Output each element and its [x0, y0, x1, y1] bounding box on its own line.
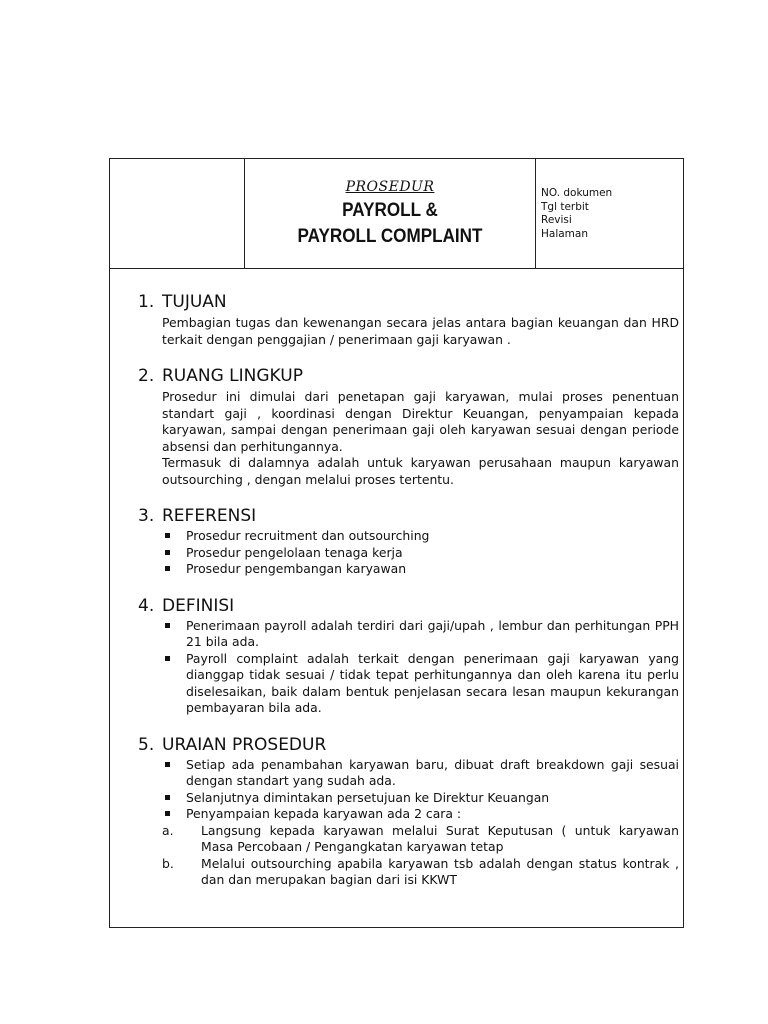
section-number: 1. [138, 292, 155, 312]
section-definisi [138, 595, 679, 717]
list-item [162, 651, 679, 717]
list-item [162, 790, 679, 807]
meta-no-dokumen: NO. dokumen [541, 187, 613, 199]
section-title: TUJUAN [162, 292, 227, 312]
sub-list-marker: b. [162, 855, 174, 871]
logo-cell [110, 159, 245, 268]
section-heading [138, 595, 679, 617]
list-item-text: Selanjutnya dimintakan persetujuan ke Direktur Keuangan [186, 789, 550, 805]
section-title: RUANG LINGKUP [162, 366, 303, 386]
section-paragraph: Termasuk di dalamnya adalah untuk karyawan perusahaan maupun karyawan outsourching , dengan melalui proses tertentu. [162, 455, 679, 487]
list-item [162, 806, 679, 823]
square-bullet-icon [165, 811, 170, 816]
section-tujuan [138, 291, 679, 348]
list-item-text: Penyampaian kepada karyawan ada 2 cara : [186, 806, 462, 821]
meta-halaman: Halaman [541, 227, 588, 240]
list-item-text: Payroll complaint adalah terkait dengan penerimaan gaji karyawan yang dianggap tidak sesuai / tidak tepat perhitungannya dan oleh karena itu perlu diselesaikan, baik dalam bentuk penjelasan secara lesan maupun kekurangan pembayaran bila ada. [186, 650, 679, 715]
list-item [162, 618, 679, 651]
bullet-list [162, 528, 679, 578]
section-number: 4. [138, 595, 155, 616]
square-bullet-icon [165, 550, 170, 555]
meta-tgl-terbit: Tgl terbit [541, 200, 589, 213]
section-title: DEFINISI [162, 595, 235, 616]
list-item [162, 561, 679, 578]
list-item-text: Setiap ada penambahan karyawan baru, dibuat draft breakdown gaji sesuai dengan standart yang sudah ada. [186, 756, 679, 788]
title-cell [245, 159, 536, 268]
list-item [162, 757, 679, 790]
sub-list-marker: a. [162, 822, 174, 838]
section-number: 2. [138, 366, 155, 386]
document-body [138, 291, 679, 906]
section-number: 3. [138, 506, 155, 526]
document-header [110, 159, 683, 269]
list-item-text: Prosedur pengelolaan tenaga kerja [186, 544, 403, 560]
document-title-line2: PAYROLL COMPLAINT [297, 226, 483, 247]
metadata-cell [536, 159, 684, 268]
section-paragraph: Pembagian tugas dan kewenangan secara jelas antara bagian keuangan dan HRD terkait dengan penggajian / penerimaan gaji karyawan . [162, 315, 679, 347]
section-uraian-prosedur [138, 734, 679, 889]
list-item [162, 545, 679, 562]
section-ruang-lingkup [138, 365, 679, 488]
section-heading [138, 365, 679, 387]
section-title: URAIAN PROSEDUR [162, 734, 327, 755]
sub-list-item-text: Melalui outsourching apabila karyawan tsb adalah dengan status kontrak , dan dan merupakan bagian dari isi KKWT [201, 855, 679, 887]
prosedur-label: PROSEDUR [345, 179, 435, 195]
square-bullet-icon [165, 795, 170, 800]
square-bullet-icon [165, 762, 170, 767]
section-paragraph: Prosedur ini dimulai dari penetapan gaji karyawan, mulai proses penentuan standart gaji , koordinasi dengan Direktur Keuangan, penyampaian kepada karyawan, sampai dengan penerimaan gaji oleh karyawan sesuai dengan periode absensi dan perhitungannya. [162, 389, 679, 454]
section-heading [138, 734, 679, 756]
document-title-line1: PAYROLL & [342, 200, 438, 221]
square-bullet-icon [165, 566, 170, 571]
square-bullet-icon [165, 656, 170, 661]
sub-list-item [162, 856, 679, 889]
meta-revisi: Revisi [541, 214, 572, 226]
list-item-text: Prosedur recruitment dan outsourching [186, 528, 430, 543]
bullet-list [162, 757, 679, 823]
section-heading [138, 291, 679, 313]
document-frame [109, 158, 684, 928]
sub-list-item-text: Langsung kepada karyawan melalui Surat Keputusan ( untuk karyawan Masa Percobaan / Pengangkatan karyawan tetap [201, 822, 679, 854]
square-bullet-icon [165, 623, 170, 628]
section-title: REFERENSI [162, 506, 257, 526]
list-item-text: Prosedur pengembangan karyawan [186, 561, 407, 576]
sub-list [162, 823, 679, 889]
square-bullet-icon [165, 533, 170, 538]
section-referensi [138, 505, 679, 578]
section-heading [138, 505, 679, 527]
list-item [162, 528, 679, 545]
section-number: 5. [138, 734, 155, 755]
sub-list-item [162, 823, 679, 856]
bullet-list [162, 618, 679, 717]
list-item-text: Penerimaan payroll adalah terdiri dari gaji/upah , lembur dan perhitungan PPH 21 bila ada. [186, 617, 679, 649]
